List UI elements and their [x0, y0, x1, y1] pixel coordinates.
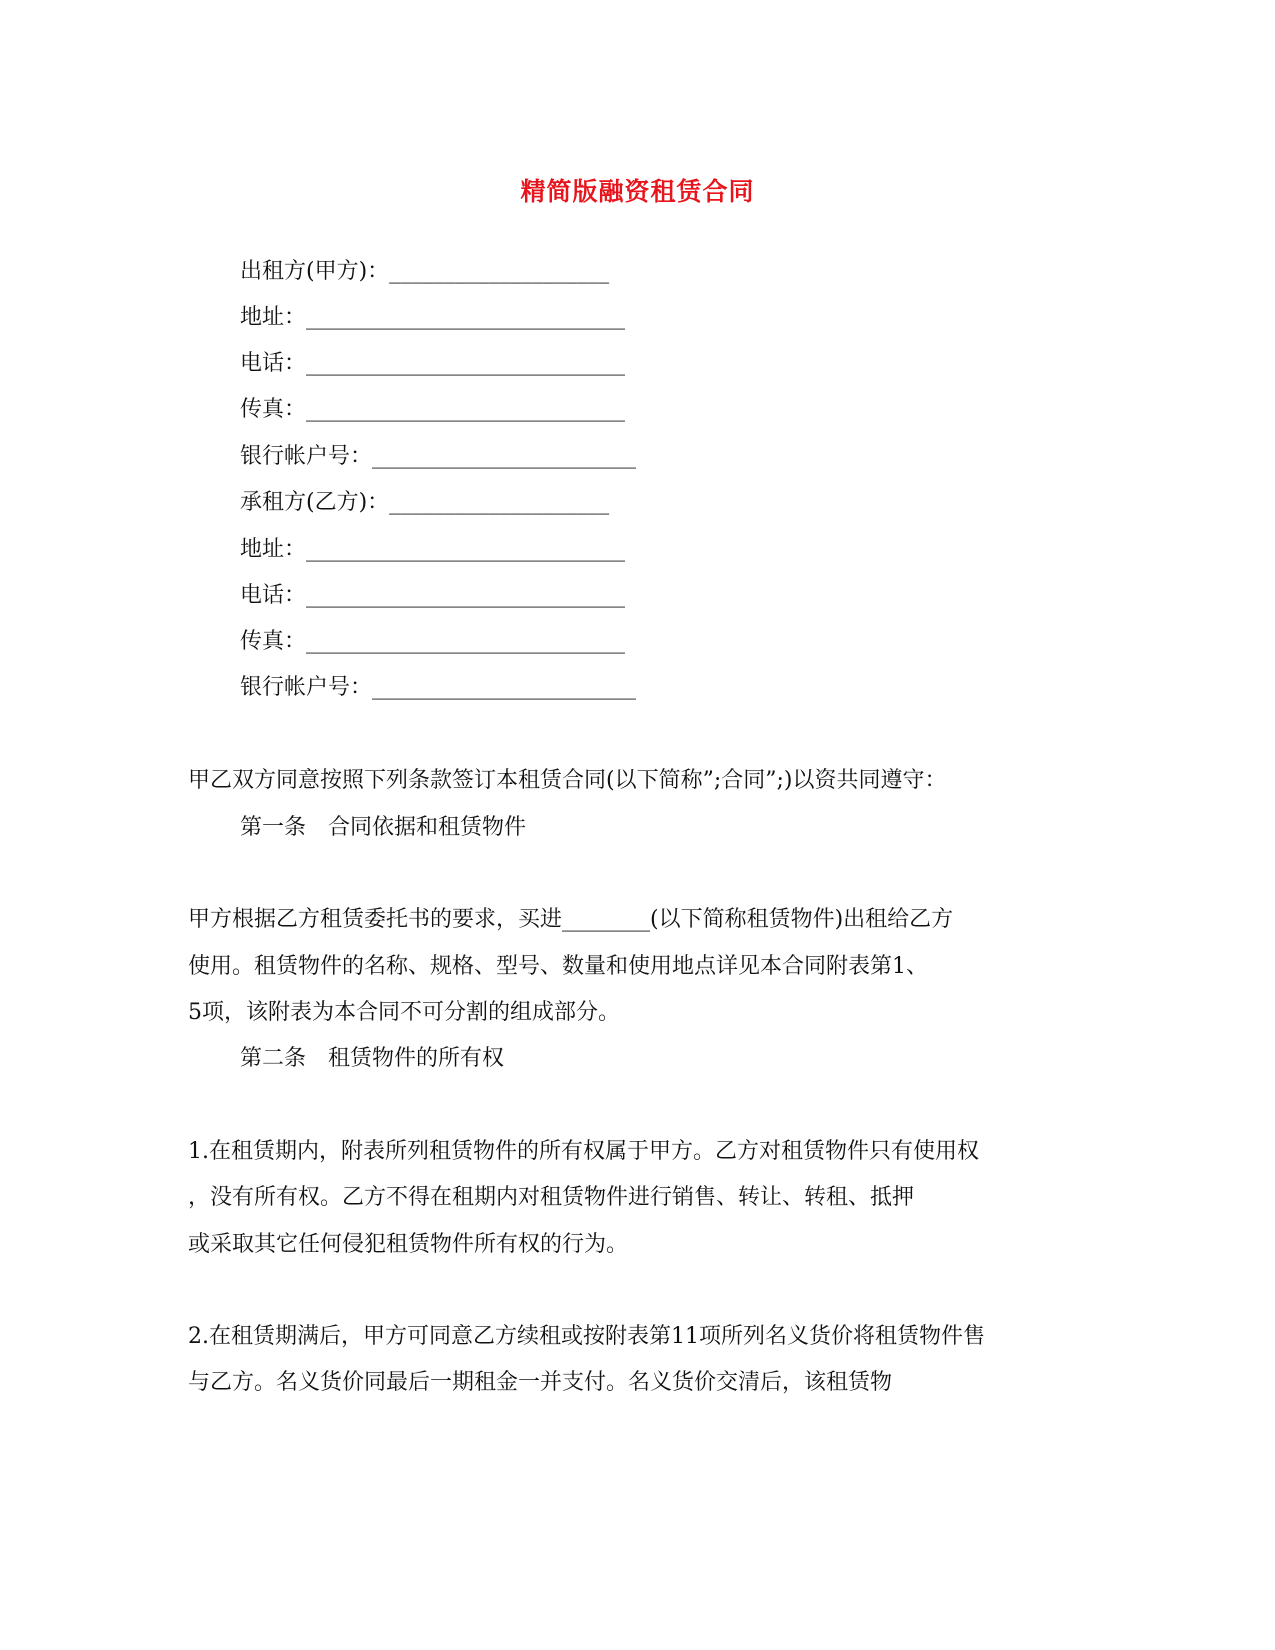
article-1-line: 5项，该附表为本合同不可分割的组成部分。	[188, 1000, 620, 1025]
intro-paragraph: 甲乙双方同意按照下列条款签订本租赁合同(以下简称”;合同”;)以资共同遵守：	[188, 768, 947, 793]
article-2-clause-2-line: 与乙方。名义货价同最后一期租金一并支付。名义货价交清后，该租赁物	[188, 1370, 893, 1395]
party-a-name-line: 出租方(甲方)：____________________	[240, 259, 610, 284]
article-1-line: 甲方根据乙方租赁委托书的要求，买进________(以下简称租赁物件)出租给乙方	[188, 907, 954, 932]
article-2-heading: 第二条 租赁物件的所有权	[240, 1046, 505, 1071]
party-b-name-line: 承租方(乙方)：____________________	[240, 490, 610, 515]
article-1-heading: 第一条 合同依据和租赁物件	[240, 815, 527, 840]
article-2-clause-2-line: 2.在租赁期满后，甲方可同意乙方续租或按附表第11项所列名义货价将租赁物件售	[188, 1324, 985, 1349]
article-2-clause-1-line: 或采取其它任何侵犯租赁物件所有权的行为。	[188, 1232, 629, 1257]
party-a-bank-line: 银行帐户号：________________________	[240, 444, 637, 469]
party-a-address-line: 地址：_____________________________	[240, 305, 626, 330]
party-b-fax-line: 传真：_____________________________	[240, 629, 626, 654]
article-2-clause-1-line: 1.在租赁期内，附表所列租赁物件的所有权属于甲方。乙方对租赁物件只有使用权	[188, 1139, 979, 1164]
document-title: 精简版融资租赁合同	[520, 177, 755, 206]
party-a-phone-line: 电话：_____________________________	[240, 351, 626, 376]
party-b-bank-line: 银行帐户号：________________________	[240, 675, 637, 700]
party-b-phone-line: 电话：_____________________________	[240, 583, 626, 608]
article-1-line: 使用。租赁物件的名称、规格、型号、数量和使用地点详见本合同附表第1、	[188, 954, 928, 979]
party-b-address-line: 地址：_____________________________	[240, 537, 626, 562]
article-2-clause-1-line: ，没有所有权。乙方不得在租期内对租赁物件进行销售、转让、转租、抵押	[188, 1185, 915, 1210]
party-a-fax-line: 传真：_____________________________	[240, 397, 626, 422]
